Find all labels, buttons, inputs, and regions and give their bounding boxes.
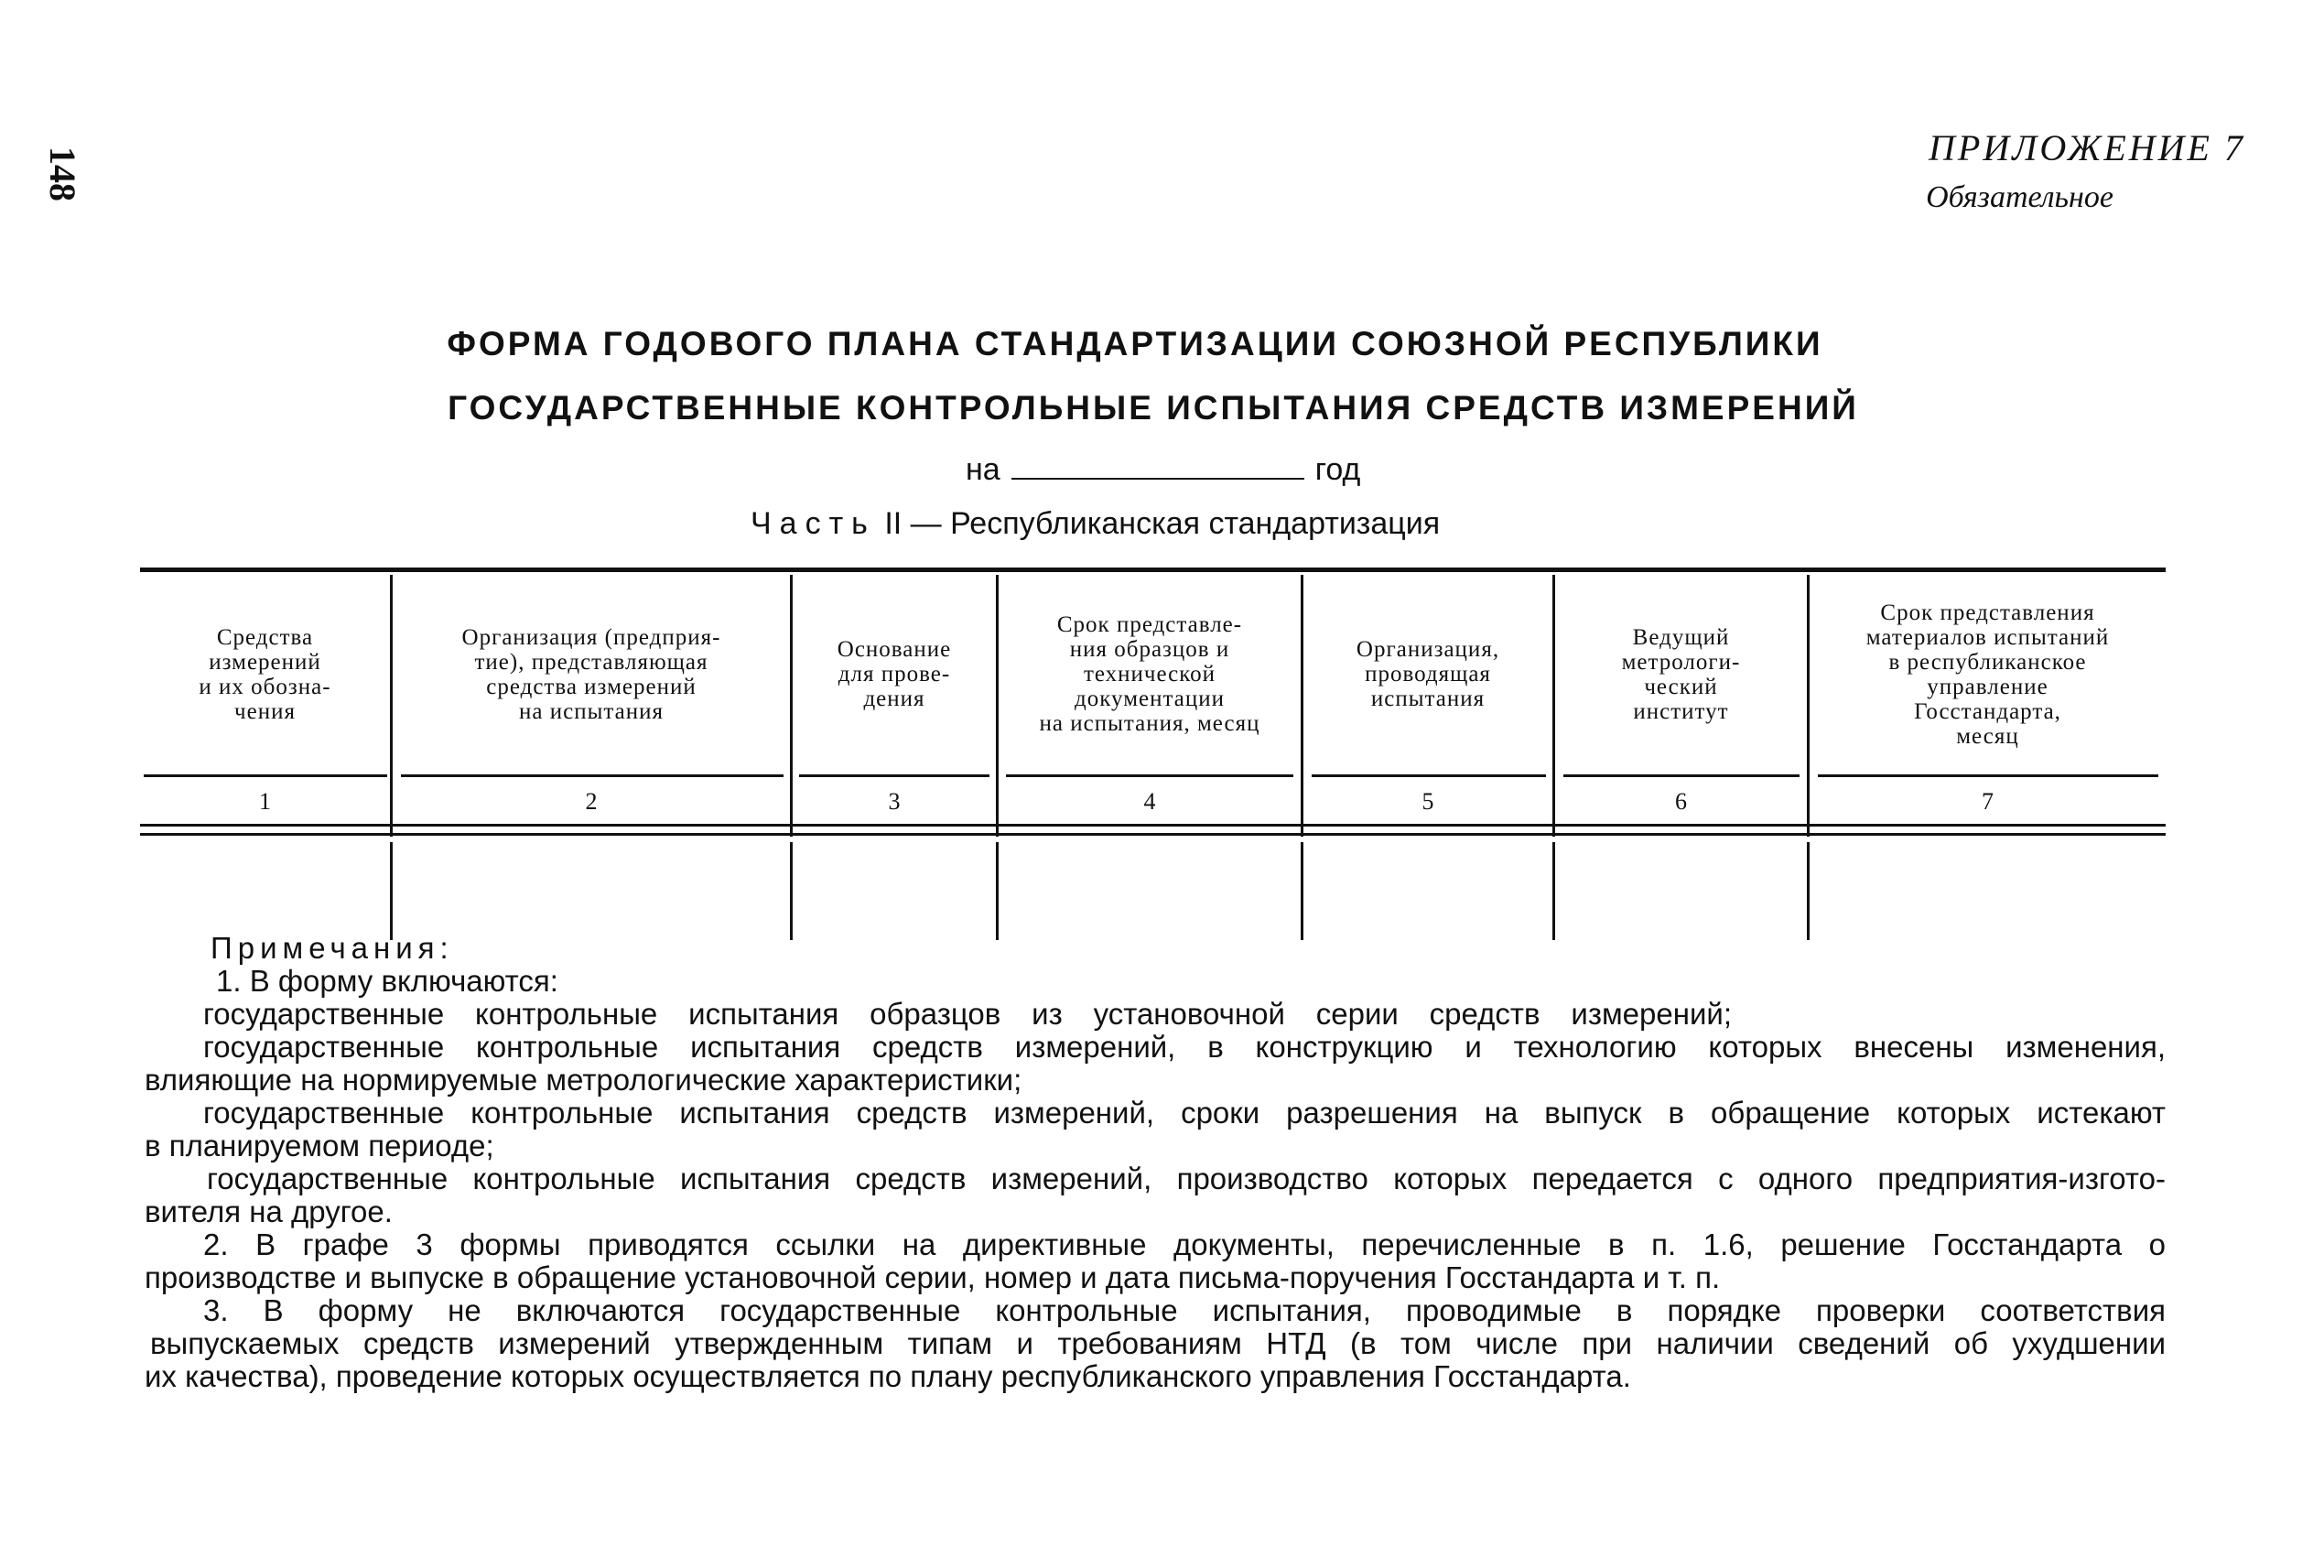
- document-title-line-2: ГОСУДАРСТВЕННЫЕ КОНТРОЛЬНЫЕ ИСПЫТАНИЯ СРЕДСТВ ИЗМЕРЕНИЙ: [448, 389, 1859, 427]
- body-column-divider: [790, 842, 793, 940]
- part-label: Часть: [751, 506, 876, 541]
- number-rule: [1312, 774, 1546, 777]
- note-line: влияющие на нормируемые метрологические характеристики;: [145, 1063, 1022, 1097]
- number-rule: [799, 774, 989, 777]
- body-column-divider: [1301, 842, 1303, 940]
- document-title-line-1: ФОРМА ГОДОВОГО ПЛАНА СТАНДАРТИЗАЦИИ СОЮЗНОЙ РЕСПУБЛИКИ: [447, 325, 1823, 362]
- number-rule: [1006, 774, 1293, 777]
- body-column-divider: [1552, 842, 1555, 940]
- part-heading: [751, 506, 1440, 542]
- note-line: 2. В графе 3 формы приводятся ссылки на директивные документы, перечисленные в п. 1.6, решение Госстандарта о: [203, 1227, 2166, 1261]
- header-cell-6: Ведущий метрологи- ческий институт: [1621, 624, 1741, 724]
- number-rule: [1818, 774, 2158, 777]
- header-cell-1: Средства измерений и их обозна- чения: [199, 624, 331, 724]
- header-cell-5: Организация, проводящая испытания: [1356, 637, 1500, 711]
- year-prefix: на: [966, 452, 1000, 487]
- note-line: в планируемом периоде;: [145, 1129, 494, 1162]
- page-number: 148: [42, 146, 83, 201]
- year-suffix: год: [1314, 452, 1361, 487]
- body-column-divider: [1807, 842, 1810, 940]
- number-rule: [144, 774, 387, 777]
- column-number-4: 4: [1143, 788, 1156, 815]
- year-line: [966, 450, 1360, 488]
- header-cell-3: Основание для прове- дения: [837, 637, 952, 711]
- table-top-rule: [140, 568, 2166, 572]
- note-line: выпускаемых средств измерений утвержденным типам и требованиям НТД (в том числе при наличии сведений об ухудшении: [150, 1326, 2166, 1360]
- notes-title: Примечания:: [211, 931, 454, 965]
- header-cell-4: Срок представле- ния образцов и технической документации на испытания, месяц: [1039, 612, 1260, 736]
- note-line: государственные контрольные испытания средств измерений, в конструкцию и технологию которых внесены изменения,: [203, 1030, 2166, 1064]
- appendix-title: ПРИЛОЖЕНИЕ 7: [1929, 127, 2245, 168]
- note-line: вителя на другое.: [145, 1195, 393, 1228]
- note-line: 1. В форму включаются:: [216, 964, 558, 998]
- header-cell-7: Срок представления материалов испытаний в республиканское управление Госстандарта, месяц: [1865, 600, 2110, 749]
- column-number-7: 7: [1982, 788, 1994, 815]
- column-number-2: 2: [585, 788, 598, 815]
- column-number-5: 5: [1421, 788, 1434, 815]
- note-line: производстве и выпуске в обращение установочной серии, номер и дата письма-поручения Госстандарта и т. п.: [145, 1260, 1721, 1294]
- table-double-rule: [140, 824, 2166, 827]
- note-line: государственные контрольные испытания образцов из установочной серии средств измерений;: [203, 997, 1732, 1031]
- header-cell-2: Организация (предприя- тие), представляющая средства измерений на испытания: [461, 624, 721, 724]
- appendix-subtitle: Обязательное: [1926, 180, 2113, 214]
- note-line: 3. В форму не включаются государственные контрольные испытания, проводимые в порядке проверки соответствия: [203, 1293, 2166, 1327]
- body-column-divider: [996, 842, 999, 940]
- column-number-6: 6: [1675, 788, 1687, 815]
- column-number-3: 3: [888, 788, 901, 815]
- number-rule: [1563, 774, 1800, 777]
- note-line: их качества), проведение которых осуществляется по плану республиканского управления Госстандарта.: [145, 1359, 1631, 1393]
- part-rest: II — Республиканская стандартизация: [884, 506, 1441, 541]
- body-column-divider: [390, 842, 393, 940]
- table-double-rule: [140, 833, 2166, 836]
- year-blank-field: [1011, 450, 1304, 480]
- note-line: государственные контрольные испытания средств измерений, сроки разрешения на выпуск в обращение которых истекают: [203, 1096, 2166, 1130]
- number-rule: [401, 774, 784, 777]
- column-number-1: 1: [259, 788, 271, 815]
- note-line: государственные контрольные испытания средств измерений, производство которых передается с одного предприятия-изгото-: [207, 1162, 2166, 1195]
